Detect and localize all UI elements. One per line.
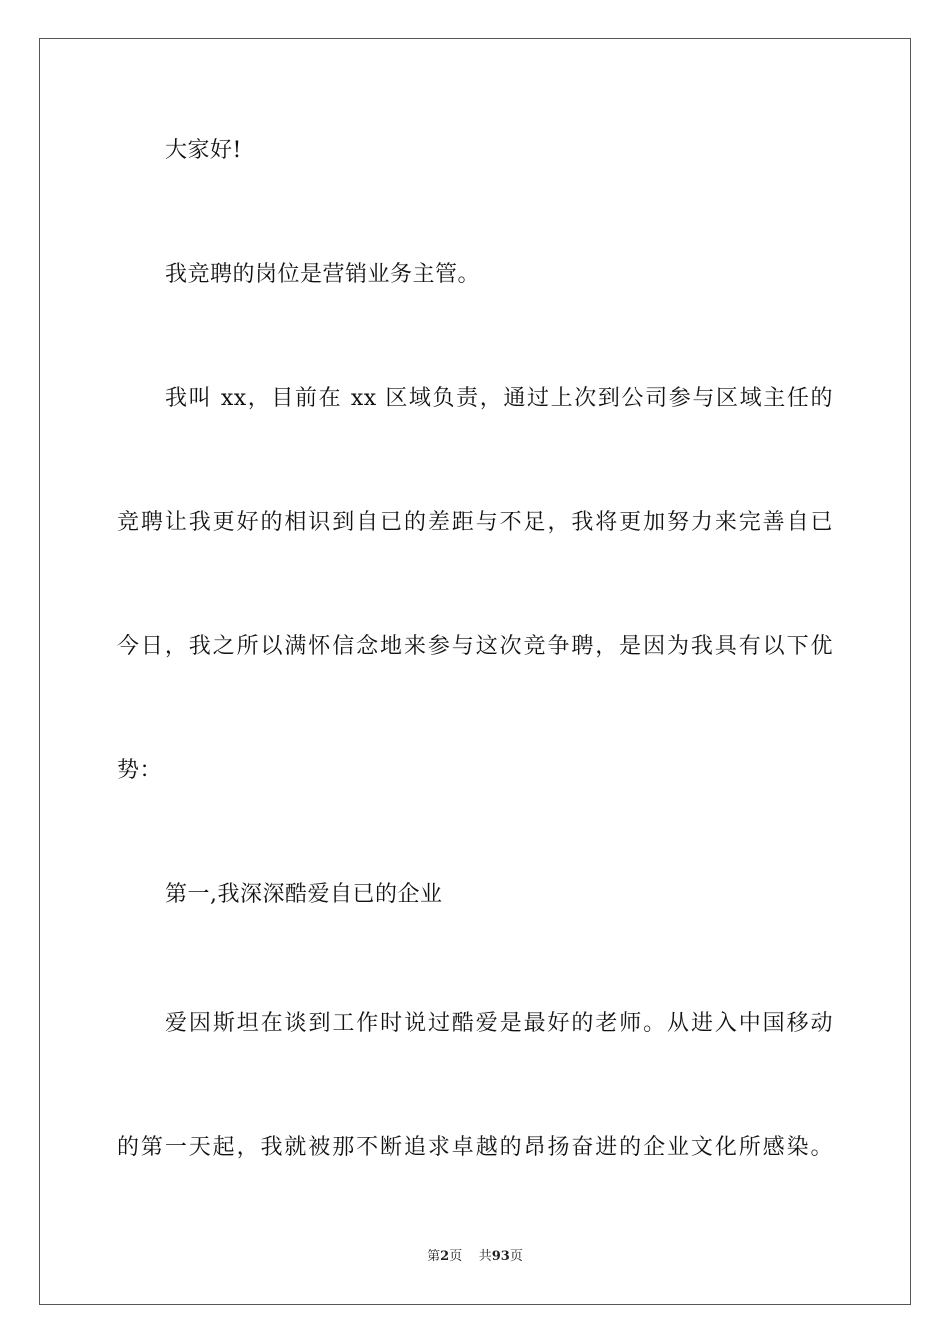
total-pages: 93 bbox=[491, 1249, 510, 1264]
page-number: 2 bbox=[440, 1249, 450, 1264]
intro-line-2: 竞聘让我更好的相识到自已的差距与不足，我将更加努力来完善自已 bbox=[117, 510, 833, 535]
page-border bbox=[39, 38, 911, 1305]
page-prefix: 第 bbox=[427, 1249, 441, 1264]
first-point-line-1: 爱因斯坦在谈到工作时说过酷爱是最好的老师。从进入中国移动 bbox=[165, 1011, 833, 1036]
total-prefix: 共 bbox=[478, 1249, 492, 1264]
greeting-line: 大家好! bbox=[165, 138, 242, 163]
position-line: 我竞聘的岗位是营销业务主管。 bbox=[165, 262, 481, 287]
advantage-line-2: 势： bbox=[117, 758, 163, 783]
advantage-line-1: 今日，我之所以满怀信念地来参与这次竞争聘，是因为我具有以下优 bbox=[117, 634, 833, 659]
page-footer bbox=[0, 1248, 950, 1266]
first-point-heading: 第一,我深深酷爱自已的企业 bbox=[165, 882, 443, 907]
total-suffix: 页 bbox=[509, 1249, 523, 1264]
page-suffix: 页 bbox=[449, 1249, 463, 1264]
first-point-line-2: 的第一天起，我就被那不断追求卓越的昂扬奋进的企业文化所感染。 bbox=[117, 1135, 833, 1160]
intro-line-1: 我叫 xx，目前在 xx 区域负责，通过上次到公司参与区域主任的 bbox=[165, 386, 833, 411]
